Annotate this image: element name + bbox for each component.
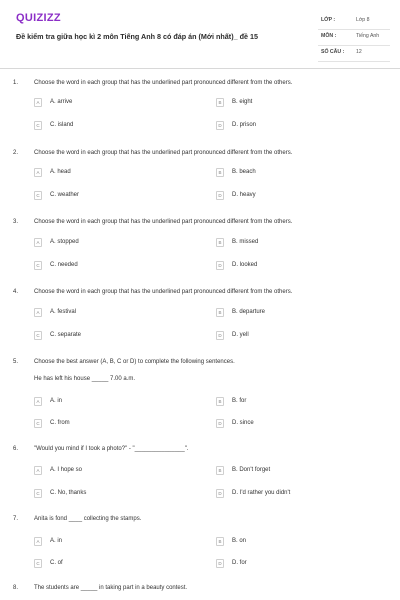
question-text: Anita is fond ____ collecting the stamps. bbox=[34, 516, 142, 522]
meta-row-subject bbox=[318, 30, 390, 46]
option-text: D. looked bbox=[232, 262, 258, 268]
question-text: Choose the word in each group that has the underlined part pronounced different from the others. bbox=[34, 219, 293, 225]
question-text: Choose the word in each group that has the underlined part pronounced different from the others. bbox=[34, 289, 293, 295]
option-letter-box[interactable]: C bbox=[34, 559, 42, 568]
option-letter-box[interactable]: A bbox=[34, 98, 42, 107]
option-text: B. departure bbox=[232, 309, 266, 315]
option-letter-box[interactable]: C bbox=[34, 191, 42, 200]
option-text: C. needed bbox=[50, 262, 78, 268]
option-letter-box[interactable]: C bbox=[34, 121, 42, 130]
header-divider bbox=[0, 68, 400, 69]
meta-label: MÔN : bbox=[321, 33, 337, 39]
option-text: C. of bbox=[50, 560, 63, 566]
option-letter-box[interactable]: B bbox=[216, 98, 224, 107]
option-letter-box[interactable]: C bbox=[34, 489, 42, 498]
question-number: 1. bbox=[13, 80, 19, 86]
option-letter-box[interactable]: A bbox=[34, 537, 42, 546]
document-title: Đề kiểm tra giữa học kì 2 môn Tiếng Anh 8 có đáp án (Mới nhất)_ đề 15 bbox=[16, 32, 258, 41]
option-letter-box[interactable]: C bbox=[34, 419, 42, 428]
option-text: A. stopped bbox=[50, 239, 79, 245]
option-text: A. festival bbox=[50, 309, 77, 315]
option-letter-box[interactable]: B bbox=[216, 238, 224, 247]
question-text: Choose the word in each group that has the underlined part pronounced different from the others. bbox=[34, 80, 293, 86]
option-text: B. for bbox=[232, 398, 247, 404]
option-letter-box[interactable]: D bbox=[216, 559, 224, 568]
option-text: A. arrive bbox=[50, 99, 73, 105]
option-letter-box[interactable]: A bbox=[34, 168, 42, 177]
option-text: D. prison bbox=[232, 122, 257, 128]
option-letter-box[interactable]: A bbox=[34, 397, 42, 406]
question-text: The students are _____ in taking part in a beauty contest. bbox=[34, 585, 188, 591]
question-text: Choose the best answer (A, B, C or D) to complete the following sentences. bbox=[34, 359, 235, 365]
option-letter-box[interactable]: B bbox=[216, 168, 224, 177]
option-text: D. yell bbox=[232, 332, 249, 338]
option-text: B. missed bbox=[232, 239, 259, 245]
option-text: D. I'd rather you didn't bbox=[232, 490, 291, 496]
question-number: 3. bbox=[13, 219, 19, 225]
question-number: 2. bbox=[13, 150, 19, 156]
meta-row-class bbox=[318, 14, 390, 30]
option-text: D. for bbox=[232, 560, 247, 566]
option-text: B. on bbox=[232, 538, 247, 544]
option-letter-box[interactable]: D bbox=[216, 331, 224, 340]
option-letter-box[interactable]: A bbox=[34, 308, 42, 317]
meta-info-box bbox=[318, 14, 390, 62]
option-text: D. heavy bbox=[232, 192, 256, 198]
option-text: C. island bbox=[50, 122, 74, 128]
option-text: C. No, thanks bbox=[50, 490, 87, 496]
meta-label: LỚP : bbox=[321, 17, 336, 23]
question-text: "Would you mind if I took a photo?" - "_______________". bbox=[34, 446, 189, 452]
option-letter-box[interactable]: D bbox=[216, 419, 224, 428]
meta-value: Lớp 8 bbox=[356, 17, 370, 23]
option-text: D. since bbox=[232, 420, 254, 426]
option-letter-box[interactable]: D bbox=[216, 121, 224, 130]
question-number: 8. bbox=[13, 585, 19, 591]
option-letter-box[interactable]: B bbox=[216, 466, 224, 475]
option-text: C. separate bbox=[50, 332, 82, 338]
option-letter-box[interactable]: A bbox=[34, 238, 42, 247]
option-text: A. head bbox=[50, 169, 71, 175]
question-number: 5. bbox=[13, 359, 19, 365]
question-number: 4. bbox=[13, 289, 19, 295]
option-text: A. I hope so bbox=[50, 467, 83, 473]
option-text: C. weather bbox=[50, 192, 80, 198]
question-number: 6. bbox=[13, 446, 19, 452]
meta-row-question-count bbox=[318, 46, 390, 62]
question-number: 7. bbox=[13, 516, 19, 522]
option-letter-box[interactable]: B bbox=[216, 537, 224, 546]
option-text: B. Don't forget bbox=[232, 467, 271, 473]
option-letter-box[interactable]: B bbox=[216, 308, 224, 317]
meta-value: Tiếng Anh bbox=[356, 33, 380, 39]
option-text: C. from bbox=[50, 420, 70, 426]
meta-label: SỐ CÂU : bbox=[321, 49, 345, 55]
option-text: B. eight bbox=[232, 99, 253, 105]
option-text: B. beach bbox=[232, 169, 256, 175]
option-letter-box[interactable]: D bbox=[216, 261, 224, 270]
option-letter-box[interactable]: C bbox=[34, 331, 42, 340]
option-letter-box[interactable]: B bbox=[216, 397, 224, 406]
meta-value: 12 bbox=[356, 49, 362, 55]
worksheet-header bbox=[0, 0, 400, 68]
option-letter-box[interactable]: A bbox=[34, 466, 42, 475]
option-letter-box[interactable]: D bbox=[216, 191, 224, 200]
option-text: A. in bbox=[50, 398, 63, 404]
question-sentence: He has left his house _____ 7.00 a.m. bbox=[34, 376, 136, 382]
option-letter-box[interactable]: C bbox=[34, 261, 42, 270]
quizizz-logo: QUIZIZZ bbox=[16, 12, 61, 24]
option-text: A. in bbox=[50, 538, 63, 544]
option-letter-box[interactable]: D bbox=[216, 489, 224, 498]
question-text: Choose the word in each group that has the underlined part pronounced different from the others. bbox=[34, 150, 293, 156]
